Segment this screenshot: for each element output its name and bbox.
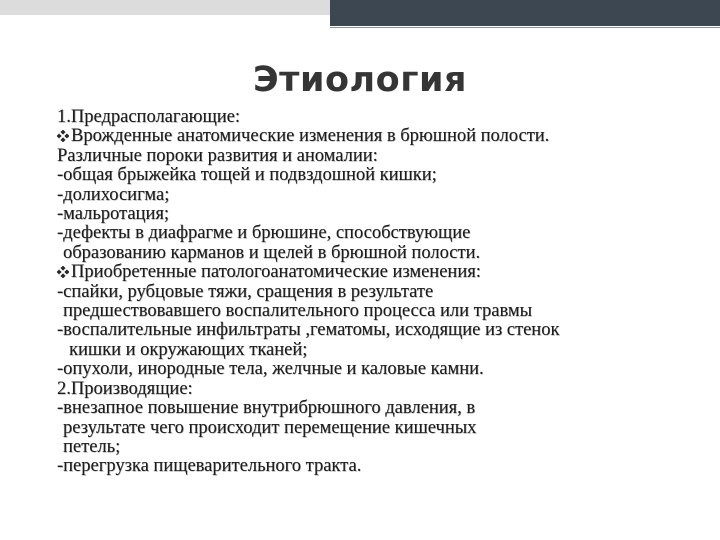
- diamond-bullet-icon: [57, 266, 69, 278]
- header-band-dark: [330, 0, 720, 26]
- list-item: Различные пороки развития и аномалии:: [57, 145, 378, 166]
- list-item-continuation: кишки и окружающих тканей;: [69, 339, 308, 360]
- list-item: -опухоли, инородные тела, желчные и каловые камни.: [57, 359, 484, 380]
- header-divider: [330, 27, 720, 28]
- list-item-bullet: [57, 127, 697, 146]
- list-item: -долихосигма;: [57, 184, 170, 205]
- list-item-text: Приобретенные патологоанатомические изменения:: [71, 262, 481, 283]
- list-item-text: Врожденные анатомические изменения в брюшной полости.: [71, 126, 550, 147]
- list-item-continuation: предшествовавшего воспалительного процесса или травмы: [63, 301, 532, 322]
- list-item: -перегрузка пищеварительного тракта.: [57, 456, 362, 477]
- list-item-continuation: петель;: [63, 436, 121, 457]
- slide-title: Этиология: [252, 60, 467, 100]
- list-item: -внезапное повышение внутрибрюшного давления, в: [57, 398, 476, 419]
- list-item-bullet: [57, 263, 697, 282]
- list-item: 2.Производящие:: [57, 378, 193, 399]
- list-item-continuation: результате чего происходит перемещение кишечных: [63, 417, 477, 438]
- list-item: -мальротация;: [57, 204, 170, 225]
- list-item-continuation: образованию карманов и щелей в брюшной полости.: [63, 242, 481, 263]
- diamond-bullet-icon: [57, 130, 69, 142]
- list-item: -спайки, рубцовые тяжи, сращения в результате: [57, 281, 434, 302]
- list-item: -общая брыжейка тощей и подвздошной кишки;: [57, 165, 437, 186]
- slide-body: [57, 108, 697, 477]
- list-item: -дефекты в диафрагме и брюшине, способствующие: [57, 223, 471, 244]
- list-item: -воспалительные инфильтраты ,гематомы, исходящие из стенок: [57, 320, 560, 341]
- list-item: 1.Предрасполагающие:: [57, 107, 241, 127]
